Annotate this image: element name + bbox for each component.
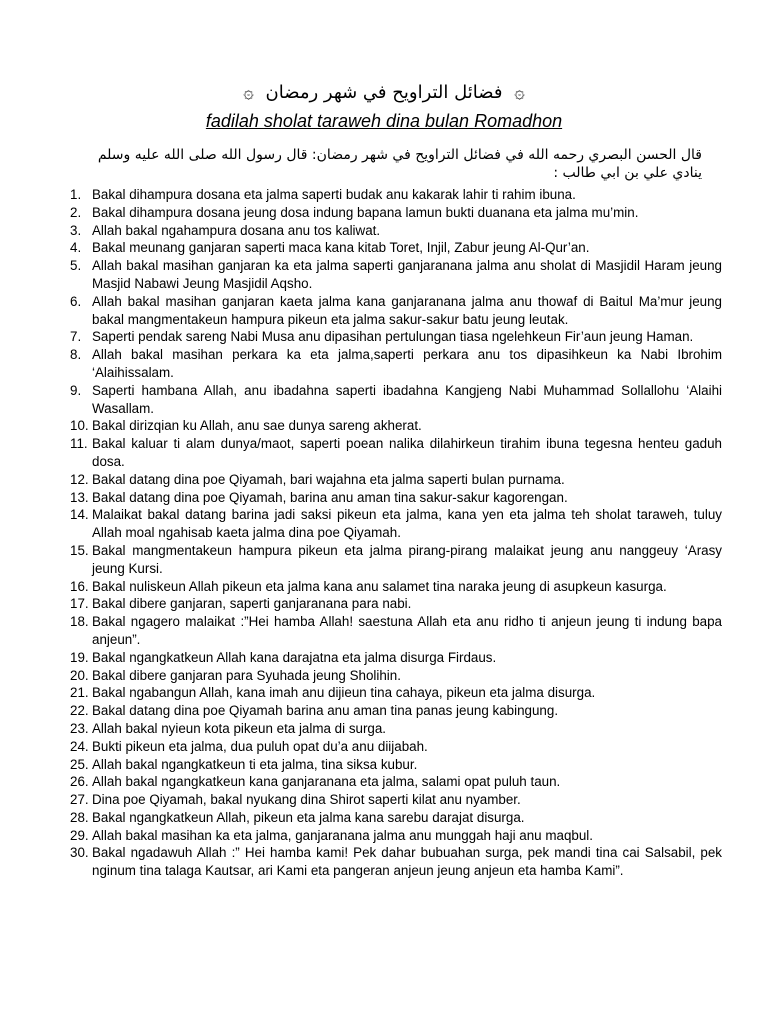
item-text: Saperti hambana Allah, anu ibadahna saperti ibadahna Kangjeng Nabi Muhammad Sollallohu ‘Alaihi Wasallam. — [92, 382, 722, 416]
item-number: 13. — [70, 489, 89, 505]
item-text: Allah bakal masihan ka eta jalma, ganjaranana jalma anu munggah haji anu maqbul. — [92, 827, 593, 843]
item-text: Bakal ngangkatkeun Allah, pikeun eta jalma kana sarebu darajat disurga. — [92, 809, 525, 825]
ornament-icon: ۞ — [243, 82, 254, 103]
ornament-icon: ۞ — [514, 82, 525, 103]
list-item — [70, 186, 722, 204]
item-number: 5. — [70, 258, 82, 274]
list-item — [70, 720, 722, 738]
item-text: Bakal datang dina poe Qiyamah barina anu aman tina panas jeung kabingung. — [92, 703, 559, 719]
item-number: 6. — [70, 293, 82, 309]
document-title: fadilah sholat taraweh dina bulan Romadhon — [205, 111, 563, 131]
list-item — [70, 738, 722, 756]
item-number: 28. — [70, 809, 89, 825]
item-number: 19. — [70, 649, 89, 665]
item-number: 22. — [70, 703, 89, 719]
list-item — [70, 649, 722, 667]
item-text: Bakal ngabangun Allah, kana imah anu dijieun tina cahaya, pikeun eta jalma disurga. — [92, 685, 596, 701]
item-text: Bukti pikeun eta jalma, dua puluh opat du’a anu diijabah. — [92, 738, 428, 754]
item-number: 25. — [70, 756, 89, 772]
arabic-title — [0, 80, 768, 106]
item-text: Allah bakal ngangkatkeun kana ganjaranana eta jalma, salami opat puluh taun. — [92, 774, 561, 790]
item-text: Bakal ngadawuh Allah :” Hei hamba kami! Pek dahar bubuahan surga, pek mandi tina cai Salsabil, pek nginum tina talaga Kautsar, ari Kami eta pangeran anjeun jeung anjeun eta hamba Kami”. — [92, 845, 722, 879]
list-item — [70, 506, 722, 542]
item-text: Dina poe Qiyamah, bakal nyukang dina Shirot saperti kilat anu nyamber. — [92, 792, 521, 808]
item-text: Bakal dihampura dosana eta jalma saperti budak anu kakarak lahir ti rahim ibuna. — [92, 187, 576, 202]
item-number: 12. — [70, 471, 89, 487]
arabic-intro: قال الحسن البصري رحمه الله في فضائل التراويح في شهر رمضان: قال رسول الله صلى الله عليه وسلم ينادي علي بن ابي طالب : — [97, 147, 702, 181]
item-number: 9. — [70, 382, 82, 398]
list-item — [70, 667, 722, 685]
item-number: 20. — [70, 667, 89, 683]
list-item — [70, 257, 722, 293]
list-item — [70, 809, 722, 827]
list-item — [70, 613, 722, 649]
item-number: 8. — [70, 347, 82, 363]
item-text: Bakal kaluar ti alam dunya/maot, saperti poean nalika dilahirkeun tirahim ibuna tegesna henteu gaduh dosa. — [92, 436, 722, 469]
item-text: Bakal dihampura dosana jeung dosa indung bapana lamun bukti duanana eta jalma mu’min. — [92, 204, 639, 220]
list-item — [70, 346, 722, 382]
item-text: Bakal dibere ganjaran, saperti ganjaranana para nabi. — [92, 596, 412, 612]
item-number: 21. — [70, 685, 89, 701]
item-text: Bakal meunang ganjaran saperti maca kana kitab Toret, Injil, Zabur jeung Al-Qur’an. — [92, 240, 590, 256]
item-text: Allah bakal masihan ganjaran kaeta jalma kana ganjaranana jalma anu thowaf di Baitul Ma’mur jeung bakal mangmentakeun hampura pikeun eta jalma sakur-sakur batu jeung leutak. — [92, 293, 722, 327]
virtues-list — [70, 186, 722, 880]
item-text: Bakal mangmentakeun hampura pikeun eta jalma pirang-pirang malaikat jeung anu nanggeuy ‘Arasy jeung Kursi. — [92, 542, 722, 576]
item-text: Malaikat bakal datang barina jadi saksi pikeun eta jalma, kana yen eta jalma teh sholat taraweh, tuluy Allah moal ngahisab kaeta jalma dina poe Qiyamah. — [92, 507, 722, 541]
item-number: 11. — [70, 436, 88, 452]
list-item — [70, 471, 722, 489]
list-item — [70, 844, 722, 880]
list-item — [70, 702, 722, 720]
item-text: Bakal datang dina poe Qiyamah, bari wajahna eta jalma saperti bulan purnama. — [92, 471, 565, 487]
item-number: 1. — [70, 187, 82, 202]
item-text: Bakal datang dina poe Qiyamah, barina anu aman tina sakur-sakur kagorengan. — [92, 489, 568, 505]
list-item — [70, 435, 722, 471]
item-number: 30. — [70, 845, 89, 861]
item-number: 15. — [70, 542, 89, 558]
list-item — [70, 773, 722, 791]
list-item — [70, 791, 722, 809]
item-number: 18. — [70, 614, 89, 630]
list-item — [70, 595, 722, 613]
item-number: 23. — [70, 720, 89, 736]
item-text: Bakal ngangkatkeun Allah kana darajatna eta jalma disurga Firdaus. — [92, 649, 497, 665]
list-item — [70, 827, 722, 845]
list-item — [70, 542, 722, 578]
item-text: Bakal nuliskeun Allah pikeun eta jalma kana anu salamet tina naraka jeung di asupkeun kasurga. — [92, 578, 667, 594]
item-number: 4. — [70, 240, 82, 256]
list-item — [70, 328, 722, 346]
item-number: 14. — [70, 507, 89, 523]
item-text: Bakal dibere ganjaran para Syuhada jeung Sholihin. — [92, 667, 401, 683]
item-number: 7. — [70, 329, 82, 345]
list-item — [70, 239, 722, 257]
item-text: Bakal dirizqian ku Allah, anu sae dunya sareng akherat. — [92, 418, 422, 434]
item-number: 24. — [70, 738, 89, 754]
list-item — [70, 756, 722, 774]
list-item — [70, 204, 722, 222]
item-number: 2. — [70, 204, 82, 220]
list-item — [70, 489, 722, 507]
item-text: Bakal ngagero malaikat :”Hei hamba Allah! saestuna Allah eta anu ridho ti anjeun jeung ti indung bapa anjeun”. — [92, 614, 722, 647]
list-item — [70, 684, 722, 702]
item-number: 17. — [70, 596, 89, 612]
item-number: 10. — [70, 418, 89, 434]
item-number: 3. — [70, 222, 82, 238]
item-text: Allah bakal ngahampura dosana anu tos kaliwat. — [92, 222, 381, 238]
item-number: 26. — [70, 774, 89, 790]
item-text: Allah bakal nyieun kota pikeun eta jalma di surga. — [92, 720, 387, 736]
item-number: 16. — [70, 578, 89, 594]
item-number: 29. — [70, 827, 89, 843]
list-item — [70, 417, 722, 435]
list-item — [70, 578, 722, 596]
list-item — [70, 222, 722, 240]
item-text: Allah bakal ngangkatkeun ti eta jalma, tina siksa kubur. — [92, 756, 418, 772]
arabic-title-text: فضائل التراويح في شهر رمضان — [265, 82, 503, 103]
item-text: Saperti pendak sareng Nabi Musa anu dipasihan pertulungan tiasa ngelehkeun Fir’aun jeung Haman. — [92, 329, 694, 345]
item-text: Allah bakal masihan ganjaran ka eta jalma saperti ganjaranana jalma anu sholat di Masjidil Haram jeung Masjid Nabawi Jeung Masjidil Aqsho. — [92, 258, 722, 291]
list-item — [70, 382, 722, 418]
item-number: 27. — [70, 792, 89, 808]
list-item — [70, 293, 722, 329]
item-text: Allah bakal masihan perkara ka eta jalma,saperti perkara anu tos dipasihkeun ka Nabi Ibrohim ‘Alaihissalam. — [92, 347, 722, 380]
